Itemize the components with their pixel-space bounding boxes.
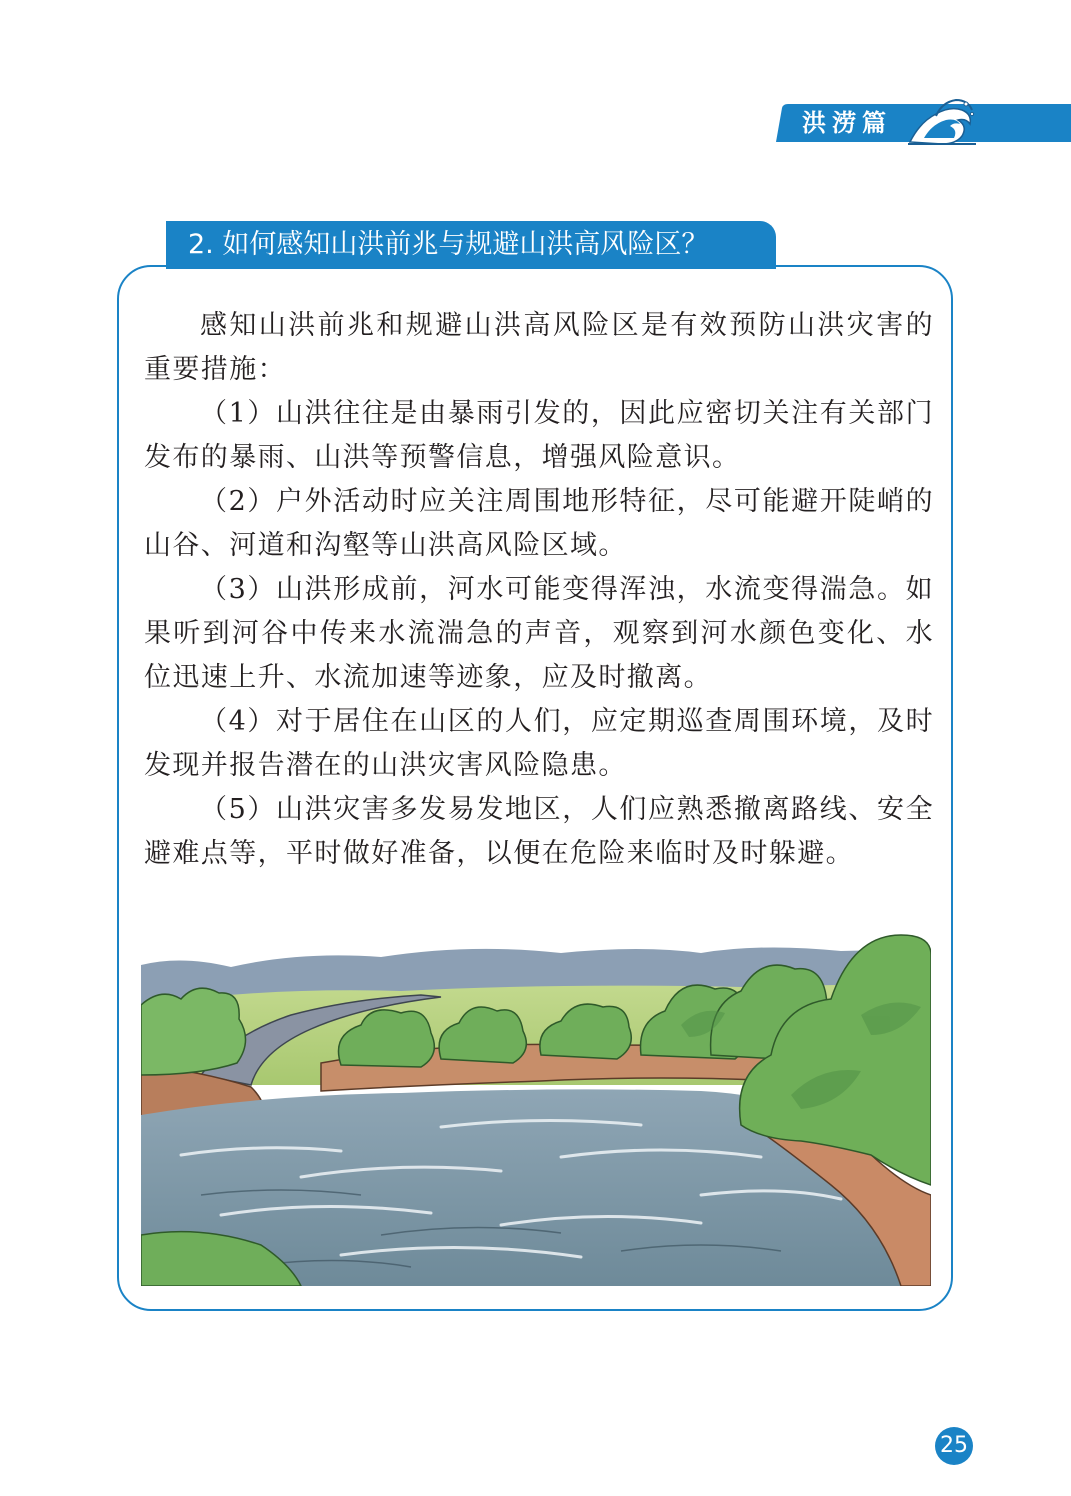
paragraph-intro: 感知山洪前兆和规避山洪高风险区是有效预防山洪灾害的重要措施： [144, 310, 934, 385]
section-header [166, 221, 776, 269]
paragraph-item-4: （4）对于居住在山区的人们，应定期巡查周围环境，及时发现并报告潜在的山洪灾害风险隐患。 [144, 706, 934, 781]
section-title: 2. 如何感知山洪前兆与规避山洪高风险区？ [188, 229, 709, 260]
body-text [144, 304, 934, 876]
chapter-label: 洪涝篇 [802, 109, 892, 137]
river-landscape-illustration [141, 895, 931, 1286]
paragraph-item-1: （1）山洪往往是由暴雨引发的，因此应密切关注有关部门发布的暴雨、山洪等预警信息，增强风险意识。 [144, 398, 934, 473]
paragraph-item-2: （2）户外活动时应关注周围地形特征，尽可能避开陡峭的山谷、河道和沟壑等山洪高风险区域。 [144, 486, 934, 561]
paragraph-item-3: （3）山洪形成前，河水可能变得浑浊，水流变得湍急。如果听到河谷中传来水流湍急的声音，观察到河水颜色变化、水位迅速上升、水流加速等迹象，应及时撤离。 [144, 574, 934, 693]
wave-icon [906, 92, 976, 146]
page-number: 25 [935, 1427, 973, 1465]
paragraph-item-5: （5）山洪灾害多发易发地区，人们应熟悉撤离路线、安全避难点等，平时做好准备，以便在危险来临时及时躲避。 [144, 794, 934, 869]
chapter-tab [768, 104, 1071, 142]
